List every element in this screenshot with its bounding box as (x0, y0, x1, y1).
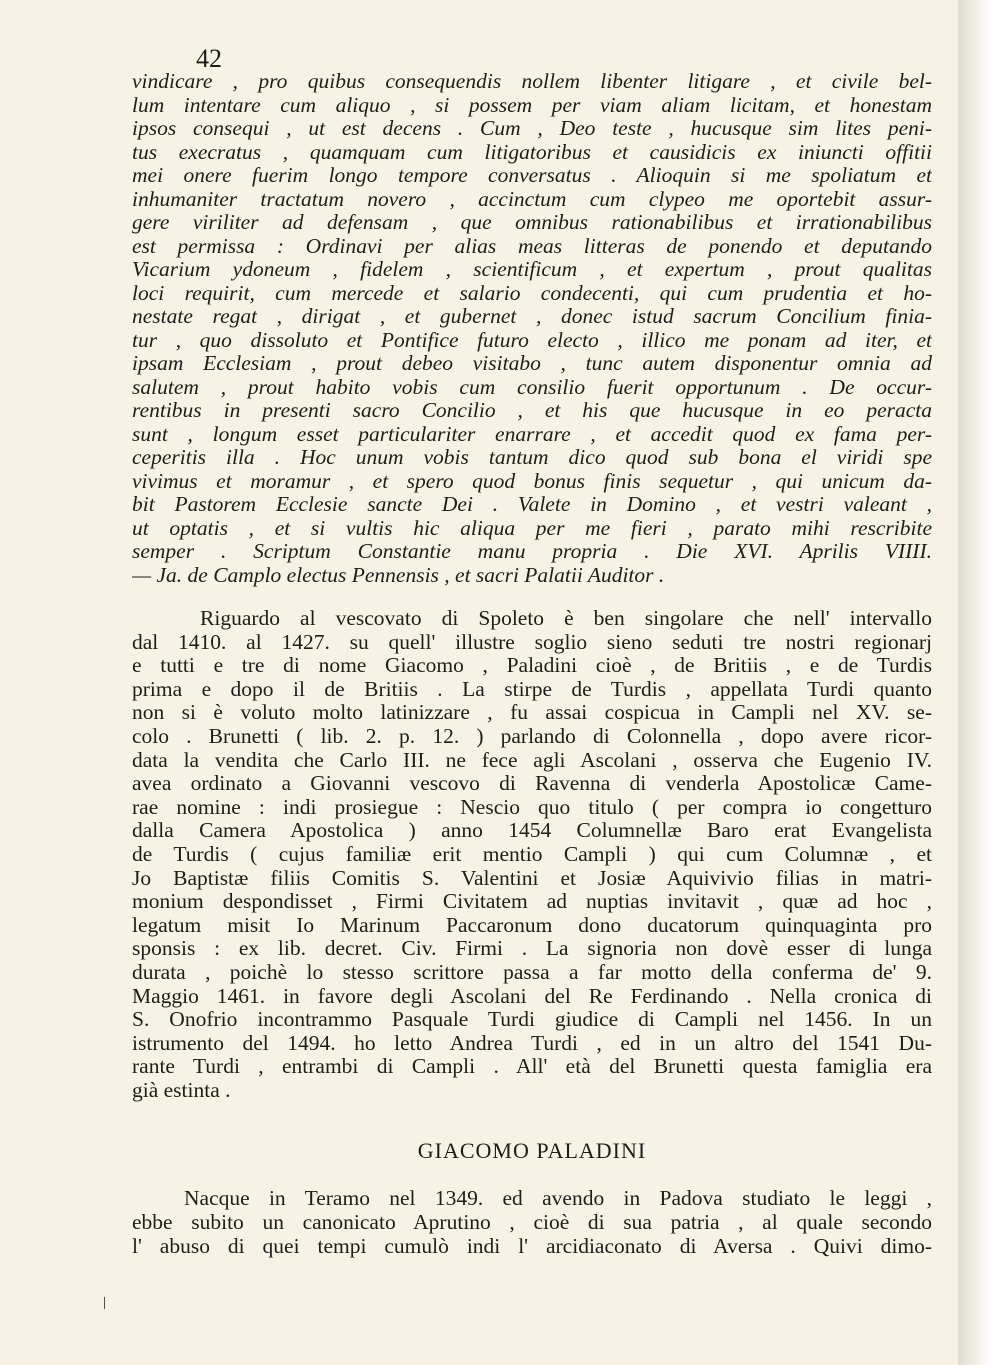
text-line: ceperitis illa . Hoc unum vobis tantum dico quod sub bona el viridi spe (132, 446, 932, 469)
text-line: Jo Baptistæ filiis Comitis S. Valentini et Josiæ Aquivivio filias in matri- (132, 866, 932, 890)
text-line: lum intentare cum aliquo , si possem per viam aliam licitam, et honestam (132, 93, 932, 117)
text-line: dal 1410. al 1427. su quell' illustre soglio sieno seduti tre nostri regionarj (132, 630, 932, 654)
text-line: dalla Camera Apostolica ) anno 1454 Columnellæ Baro erat Evangelista (132, 819, 932, 843)
text-line: nestate regat , dirigat , et gubernet , donec istud sacrum Concilium finia- (132, 305, 932, 328)
biography-block (132, 1186, 932, 1258)
text-line: vivimus et moramur , et spero quod bonus finis sequetur , qui unicum da- (132, 469, 932, 493)
italian-commentary-block (132, 607, 932, 1102)
margin-mark (104, 1297, 105, 1309)
page-number: 42 (196, 44, 222, 73)
text-line: Riguardo al vescovato di Spoleto è ben singolare che nell' intervallo (200, 607, 932, 630)
text-line: non si è voluto molto latinizzare , fu assai cospicua in Campli nel XV. se- (132, 701, 932, 725)
text-line: ut optatis , et si vultis hic aliqua per me fieri , parato mihi rescribite (132, 516, 932, 540)
text-line: rentibus in presenti sacro Concilio , et his que hucusque in eo peracta (132, 399, 932, 422)
text-line: est permissa : Ordinavi per alias meas litteras de ponendo et deputando (132, 234, 932, 258)
text-line: prima e dopo il de Britiis . La stirpe de Turdis , appellata Turdi quanto (132, 677, 932, 701)
text-line: colo . Brunetti ( lib. 2. p. 12. ) parlando di Colonnella , dopo avere ricor- (132, 724, 932, 748)
text-line: rae nomine : indi prosiegue : Nescio quo titulo ( per compra io congetturo (132, 795, 932, 819)
text-line: de Turdis ( cujus familiæ erit mentio Campli ) qui cum Columnæ , et (132, 842, 932, 866)
text-line: bit Pastorem Ecclesie sancte Dei . Valete in Domino , et vestri valeant , (132, 493, 932, 516)
text-line: Maggio 1461. in favore degli Ascolani del Re Ferdinando . Nella cronica di (132, 984, 932, 1008)
text-line: Nacque in Teramo nel 1349. ed avendo in Padova studiato le leggi , (184, 1186, 932, 1210)
text-line: rante Turdi , entrambi di Campli . All' età del Brunetti questa famiglia era (132, 1055, 932, 1079)
latin-letter-block (132, 70, 932, 587)
page-gutter-edge (958, 0, 991, 1365)
text-line: vindicare , pro quibus consequendis nollem libenter litigare , et civile bel- (132, 70, 932, 93)
text-line: gere viriliter ad defensam , que omnibus rationabilibus et irrationabilibus (132, 211, 932, 234)
text-line: avea ordinato a Giovanni vescovo di Ravenna di venderla Apostolicæ Came- (132, 772, 932, 796)
text-line: loci requirit, cum mercede et salario condecenti, qui cum prudentia et ho- (132, 281, 932, 305)
text-line: durata , poichè lo stesso scrittore passa a far motto della conferma de' 9. (132, 960, 932, 984)
section-heading: GIACOMO PALADINI (417, 1138, 647, 1163)
text-line: monium despondisset , Firmi Civitatem ad nuptias invitavit , quæ ad hoc , (132, 890, 932, 914)
text-line: mei onere fuerim longo tempore conversatus . Alioquin si me spoliatum et (132, 164, 932, 187)
text-line: — Ja. de Camplo electus Pennensis , et sacri Palatii Auditor . (132, 563, 665, 587)
text-line: tus execratus , quamquam cum litigatoribus et causidicis ex iniuncti offitii (132, 140, 932, 164)
text-line: l' abuso di quei tempi cumulò indi l' arcidiaconato di Aversa . Quivi dimo- (132, 1234, 932, 1258)
text-line: ipsam Ecclesiam , prout debeo visitabo , tunc autem disponentur omnia ad (132, 352, 932, 375)
text-line: S. Onofrio incontrammo Pasquale Turdi giudice di Campli nel 1456. In un (132, 1008, 932, 1032)
text-line: ebbe subito un canonicato Aprutino , cioè di sua patria , al quale secondo (132, 1210, 932, 1234)
text-line: già estinta . (132, 1078, 231, 1102)
text-line: data la vendita che Carlo III. ne fece agli Ascolani , osserva che Eugenio IV. (132, 748, 932, 772)
text-line: salutem , prout habito vobis cum consilio fuerit opportunum . De occur- (132, 375, 932, 399)
text-line: legatum misit Io Marinum Paccaronum dono ducatorum quinquaginta pro (132, 913, 932, 937)
text-line: e tutti e tre di nome Giacomo , Paladini cioè , de Britiis , e de Turdis (132, 654, 932, 678)
text-line: semper . Scriptum Constantie manu propria . Die XVI. Aprilis VIIII. (132, 540, 932, 563)
text-line: Vicarium ydoneum , fidelem , scientificum , et expertum , prout qualitas (132, 258, 932, 281)
text-line: tur , quo dissoluto et Pontifice futuro electo , illico me ponam ad iter, et (132, 328, 932, 352)
text-line: sunt , longum esset particulariter enarrare , et accedit quod ex fama per- (132, 422, 932, 446)
text-line: istrumento del 1494. ho letto Andrea Turdi , ed in un altro del 1541 Du- (132, 1031, 932, 1055)
text-line: inhumaniter tractatum novero , accinctum cum clypeo me oportebit assur- (132, 187, 932, 211)
text-line: sponsis : ex lib. decret. Civ. Firmi . La signoria non dovè esser di lunga (132, 937, 932, 961)
text-line: ipsos consequi , ut est decens . Cum , Deo teste , hucusque sim lites peni- (132, 117, 932, 140)
